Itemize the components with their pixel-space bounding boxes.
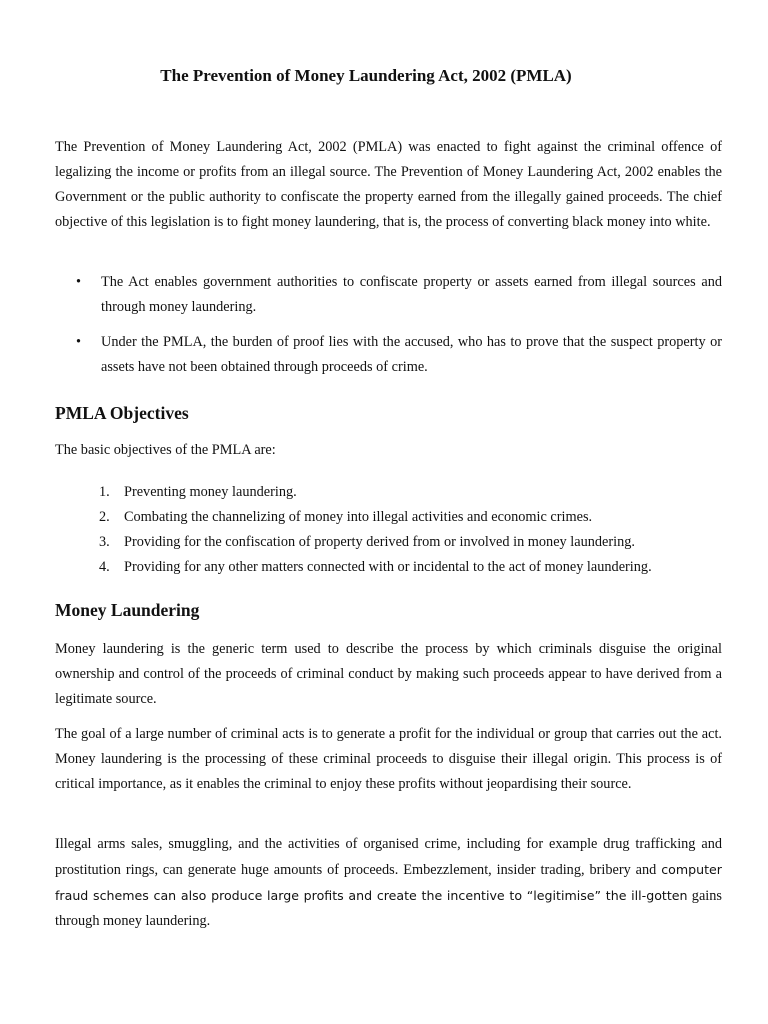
objective-text: Preventing money laundering. bbox=[124, 484, 297, 500]
bullet-item bbox=[55, 270, 722, 320]
key-points-list bbox=[55, 270, 722, 390]
money-laundering-paragraph-3 bbox=[55, 832, 722, 934]
objective-item bbox=[55, 555, 722, 580]
objective-number: 2. bbox=[99, 509, 110, 525]
objective-number: 1. bbox=[99, 484, 110, 500]
objectives-list bbox=[55, 480, 722, 580]
paragraph-3-part-b: computer fraud schemes can also produce large profits and create the incentive to “legitimise” the ill-gotten bbox=[55, 862, 722, 903]
paragraph-3-part-c: gains through money laundering. bbox=[55, 888, 722, 929]
bullet-icon: • bbox=[76, 274, 82, 290]
objective-text: Providing for any other matters connected with or incidental to the act of money laundering. bbox=[124, 559, 652, 575]
money-laundering-paragraph-2: The goal of a large number of criminal acts is to generate a profit for the individual or group that carries out the act. Money laundering is the processing of these criminal proceeds to disguise their illegal origin. This process is of critical importance, as it enables the criminal to enjoy these profits without jeopardising their source. bbox=[55, 726, 722, 792]
objective-text: Providing for the confiscation of property derived from or involved in money laundering. bbox=[124, 534, 635, 550]
objective-text: Combating the channelizing of money into illegal activities and economic crimes. bbox=[124, 509, 593, 525]
objectives-heading: PMLA Objectives bbox=[55, 403, 189, 423]
objective-item bbox=[55, 530, 722, 555]
bullet-text: Under the PMLA, the burden of proof lies with the accused, who has to prove that the suspect property or assets have not been obtained through proceeds of crime. bbox=[101, 334, 722, 375]
intro-paragraph: The Prevention of Money Laundering Act, 2002 (PMLA) was enacted to fight against the criminal offence of legalizing the income or profits from an illegal source. The Prevention of Money Laundering Act, 2002 enables the Government or the public authority to confiscate the property earned from the illegally gained proceeds. The chief objective of this legislation is to fight money laundering, that is, the process of converting black money into white. bbox=[55, 139, 722, 230]
bullet-icon: • bbox=[76, 334, 82, 350]
money-laundering-paragraph-1: Money laundering is the generic term used to describe the process by which criminals disguise the original ownership and control of the proceeds of criminal conduct by making such proceeds appear to have derived from a legitimate source. bbox=[55, 641, 722, 707]
objective-item bbox=[55, 505, 722, 530]
objective-item bbox=[55, 480, 722, 505]
objective-number: 4. bbox=[99, 559, 110, 575]
bullet-item bbox=[55, 330, 722, 380]
money-laundering-heading: Money Laundering bbox=[55, 600, 200, 620]
paragraph-3-part-a: Illegal arms sales, smuggling, and the activities of organised crime, including for example drug trafficking and prostitution rings, can generate huge amounts of proceeds. Embezzlement, insider trading, bribery and bbox=[55, 836, 722, 878]
objective-number: 3. bbox=[99, 534, 110, 550]
objectives-lead: The basic objectives of the PMLA are: bbox=[55, 442, 276, 458]
document-title: The Prevention of Money Laundering Act, 2002 (PMLA) bbox=[160, 66, 572, 85]
bullet-text: The Act enables government authorities to confiscate property or assets earned from illegal sources and through money laundering. bbox=[101, 274, 722, 315]
